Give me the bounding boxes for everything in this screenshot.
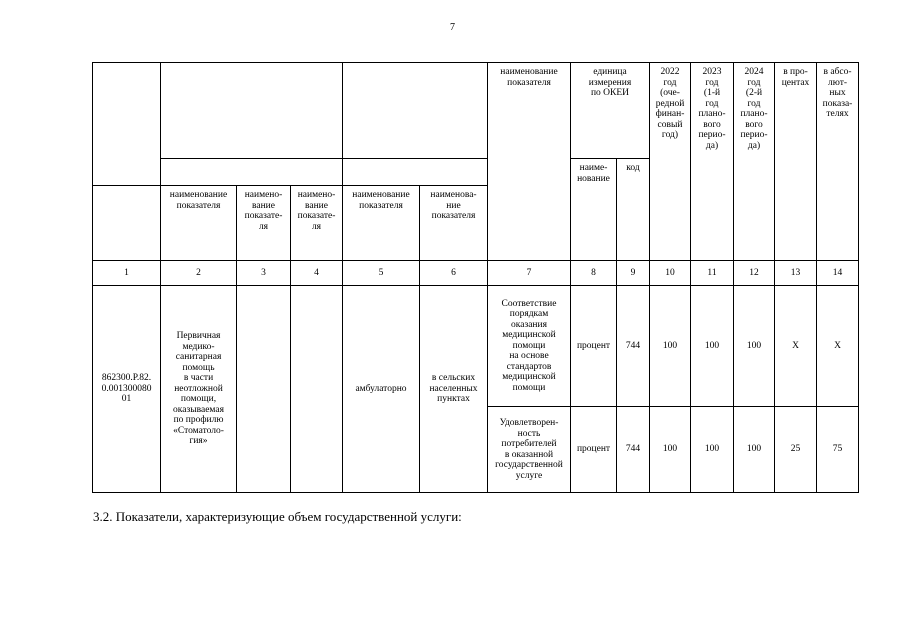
service-content-empty-2 bbox=[291, 286, 343, 493]
column-number: 7 bbox=[488, 261, 571, 286]
column-number: 2 bbox=[161, 261, 237, 286]
header-empty-c1 bbox=[93, 63, 161, 186]
registry-number: 862300.Р.82. 0.001300080 01 bbox=[93, 286, 161, 493]
deviation-absolute: Х bbox=[817, 286, 859, 407]
value-2023: 100 bbox=[691, 407, 734, 493]
header-empty-c5-6 bbox=[343, 63, 488, 159]
header-empty-c2-4-lower bbox=[161, 159, 343, 186]
service-content: Первичная медико- санитарная помощь в части неотложной помощи, оказываемая по профилю «Стоматоло- гия» bbox=[161, 286, 237, 493]
column-number: 1 bbox=[93, 261, 161, 286]
column-number: 5 bbox=[343, 261, 420, 286]
indicators-table bbox=[92, 62, 859, 493]
header-unit-name: наиме- нование bbox=[571, 159, 617, 261]
deviation-percent: 25 bbox=[775, 407, 817, 493]
header-indicator-name: наименование показателя bbox=[488, 63, 571, 261]
value-2023: 100 bbox=[691, 286, 734, 407]
value-2024: 100 bbox=[734, 407, 775, 493]
value-2024: 100 bbox=[734, 286, 775, 407]
page-number: 7 bbox=[450, 22, 455, 33]
header-year-2022: 2022 год (оче- редной финан- совый год) bbox=[650, 63, 691, 261]
column-number: 11 bbox=[691, 261, 734, 286]
indicator-unit: процент bbox=[571, 407, 617, 493]
header-unit-okei: единица измерения по ОКЕИ bbox=[571, 63, 650, 159]
column-number: 14 bbox=[817, 261, 859, 286]
header-sub-c6: наименова- ние показателя bbox=[420, 186, 488, 261]
indicator-code: 744 bbox=[617, 286, 650, 407]
header-year-2024: 2024 год (2-й год плано- вого перио- да) bbox=[734, 63, 775, 261]
header-year-2023: 2023 год (1-й год плано- вого перио- да) bbox=[691, 63, 734, 261]
column-number: 8 bbox=[571, 261, 617, 286]
header-sub-c4: наимено- вание показате- ля bbox=[291, 186, 343, 261]
indicator-unit: процент bbox=[571, 286, 617, 407]
header-empty-c1-lower bbox=[93, 186, 161, 261]
column-number: 13 bbox=[775, 261, 817, 286]
header-unit-code: код bbox=[617, 159, 650, 261]
column-number: 12 bbox=[734, 261, 775, 286]
deviation-absolute: 75 bbox=[817, 407, 859, 493]
column-number: 10 bbox=[650, 261, 691, 286]
value-2022: 100 bbox=[650, 407, 691, 493]
column-number: 4 bbox=[291, 261, 343, 286]
header-empty-c2-4 bbox=[161, 63, 343, 159]
column-number: 9 bbox=[617, 261, 650, 286]
header-in-percent: в про- центах bbox=[775, 63, 817, 261]
header-sub-c3: наимено- вание показате- ля bbox=[237, 186, 291, 261]
indicator-name: Удовлетворен- ность потребителей в оказанной государственной услуге bbox=[488, 407, 571, 493]
header-sub-c5: наименование показателя bbox=[343, 186, 420, 261]
indicator-code: 744 bbox=[617, 407, 650, 493]
deviation-percent: Х bbox=[775, 286, 817, 407]
indicator-name: Соответствие порядкам оказания медицинской помощи на основе стандартов медицинской помощи bbox=[488, 286, 571, 407]
column-number: 6 bbox=[420, 261, 488, 286]
condition-form: амбулаторно bbox=[343, 286, 420, 493]
value-2022: 100 bbox=[650, 286, 691, 407]
column-number: 3 bbox=[237, 261, 291, 286]
service-content-empty-1 bbox=[237, 286, 291, 493]
header-empty-c5-6-lower bbox=[343, 159, 488, 186]
condition-place: в сельских населенных пунктах bbox=[420, 286, 488, 493]
header-sub-c2: наименование показателя bbox=[161, 186, 237, 261]
header-in-absolute: в абсо- лют- ных показа- телях bbox=[817, 63, 859, 261]
section-heading: 3.2. Показатели, характеризующие объем государственной услуги: bbox=[93, 509, 462, 524]
